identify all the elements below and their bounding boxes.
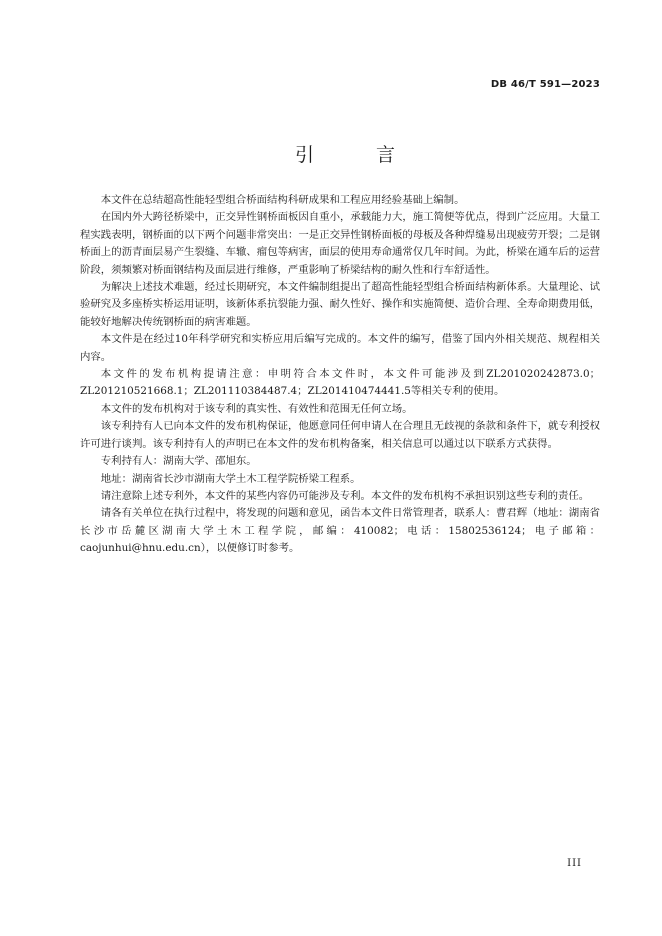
document-body	[80, 192, 600, 558]
paragraph-contact: 请各有关单位在执行过程中，将发现的问题和意见，函告本文件日常管理者，联系人：曹君辉（地址：湖南省长沙市岳麓区湖南大学土木工程学院，邮编：410082；电话：15802536124；电子邮箱：caojunhui@hnu.edu.cn），以便修订时参考。	[80, 507, 600, 555]
paragraph-other-patents: 请注意除上述专利外，本文件的某些内容仍可能涉及专利。本文件的发布机构不承担识别这些专利的责任。	[100, 489, 590, 502]
paragraph-patent-notice: 本文件的发布机构提请注意：申明符合本文件时，本文件可能涉及到ZL201020242873.0；ZL201210521668.1；ZL201110384487.4；ZL201410474441.5等相关专利的使用。	[80, 368, 600, 398]
paragraph-patent-position: 本文件的发布机构对于该专利的真实性、有效性和范围无任何立场。	[100, 402, 413, 415]
paragraph-intro: 本文件在总结超高性能轻型组合桥面结构科研成果和工程应用经验基础上编制。	[100, 194, 465, 206]
page-number: III	[567, 858, 582, 869]
paragraph-patent-holder: 专利持有人：湖南大学、邵旭东。	[100, 455, 257, 468]
paragraph-patent-license: 该专利持有人已向本文件的发布机构保证，他愿意同任何申请人在合理且无歧视的条款和条件下，就专利授权许可进行谈判。该专利持有人的声明已在本文件的发布机构备案，相关信息可以通过以下联系方式获得。	[80, 420, 600, 450]
paragraph-compilation: 本文件是在经过10年科学研究和实桥应用后编写完成的。本文件的编写，借鉴了国内外相关规范、规程相关内容。	[80, 333, 600, 363]
paragraph-background: 在国内外大跨径桥梁中，正交异性钢桥面板因自重小，承载能力大，施工简便等优点，得到广泛应用。大量工程实践表明，钢桥面的以下两个问题非常突出：一是正交异性钢桥面板的母板及各种焊缝易出现疲劳开裂；二是钢桥面上的沥青面层易产生裂缝、车辙、瘤包等病害，面层的使用寿命通常仅几年时间。为此，桥梁在通车后的运营阶段，须频繁对桥面钢结构及面层进行维修，严重影响了桥梁结构的耐久性和行车舒适性。	[80, 211, 600, 276]
paragraph-address: 地址：湖南省长沙市湖南大学土木工程学院桥梁工程系。	[100, 472, 361, 485]
page-title: 引 言	[294, 144, 424, 166]
paragraph-solution: 为解决上述技术难题，经过长期研究，本文件编制组提出了超高性能轻型组合桥面结构新体系。大量理论、试验研究及多座桥实桥运用证明，该新体系抗裂能力强、耐久性好、操作和实施简便、造价合理、全寿命期费用低，能较好地解决传统钢桥面的病害难题。	[80, 281, 600, 328]
document-code: DB 46/T 591—2023	[490, 79, 600, 90]
